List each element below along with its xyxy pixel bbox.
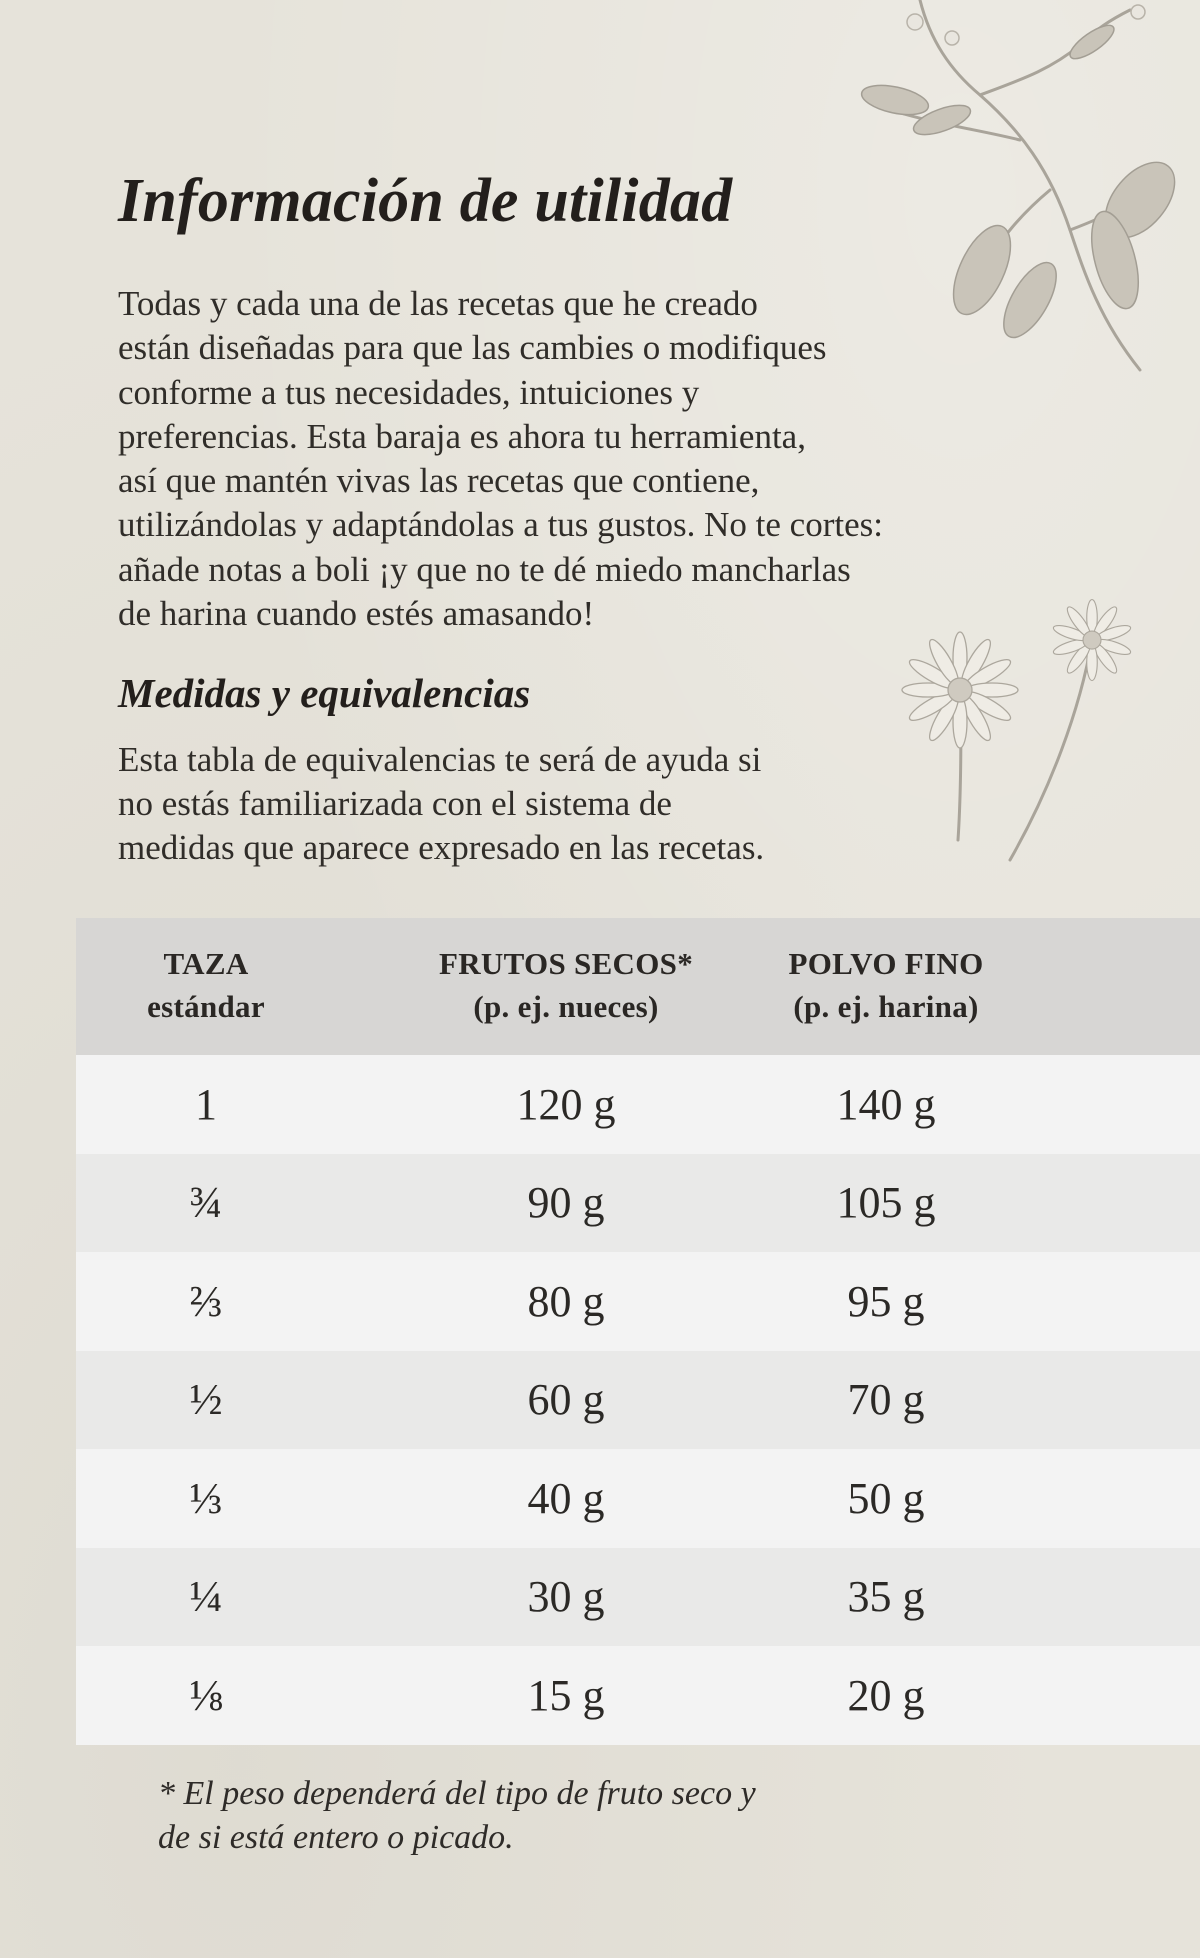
cell-cup: ¼ <box>189 1572 223 1622</box>
table-row <box>76 1252 1200 1351</box>
cell-cup: ⅛ <box>189 1670 223 1720</box>
cell-cup: 1 <box>195 1079 217 1129</box>
header-powder <box>716 942 1056 1028</box>
intro-paragraph <box>118 282 1048 636</box>
header-nuts-line2: (p. ej. nueces) <box>473 989 659 1024</box>
intro-line: así que mantén vivas las recetas que contiene, <box>118 461 760 501</box>
intro-line: utilizándolas y adaptándolas a tus gustos. No te cortes: <box>118 505 883 545</box>
cell-powder: 50 g <box>847 1473 925 1523</box>
intro-line: Todas y cada una de las recetas que he creado <box>118 284 758 323</box>
header-nuts-line1: FRUTOS SECOS* <box>439 946 693 981</box>
cell-nuts: 90 g <box>527 1178 605 1228</box>
header-powder-line1: POLVO FINO <box>788 946 984 981</box>
cell-nuts: 30 g <box>527 1572 605 1622</box>
table-row <box>76 1548 1200 1647</box>
cell-cup: ⅓ <box>189 1473 223 1523</box>
cell-cup: ½ <box>189 1375 223 1425</box>
cell-nuts: 60 g <box>527 1375 605 1425</box>
cell-nuts: 120 g <box>516 1079 616 1129</box>
footnote-line: * El peso dependerá del tipo de fruto seco y <box>158 1775 756 1812</box>
intro-line: de harina cuando estés amasando! <box>118 594 595 634</box>
footnote <box>158 1772 958 1860</box>
header-cup <box>106 942 306 1028</box>
cell-nuts: 15 g <box>527 1670 605 1720</box>
intro-line: añade notas a boli ¡y que no te dé miedo mancharlas <box>118 549 851 589</box>
table-row <box>76 1449 1200 1548</box>
cell-powder: 140 g <box>836 1079 936 1129</box>
cell-powder: 20 g <box>847 1670 925 1720</box>
header-nuts <box>376 942 756 1028</box>
footnote-line: de si está entero o picado. <box>158 1819 514 1856</box>
header-cup-line1: TAZA <box>163 946 249 981</box>
cell-nuts: 40 g <box>527 1473 605 1523</box>
intro-line: conforme a tus necesidades, intuiciones y <box>118 372 700 412</box>
cell-powder: 105 g <box>836 1178 936 1228</box>
cell-powder: 95 g <box>847 1276 925 1326</box>
cell-cup: ⅔ <box>189 1276 223 1326</box>
intro-line: preferencias. Esta baraja es ahora tu herramienta, <box>118 416 806 456</box>
section-intro-line: Esta tabla de equivalencias te será de ayuda si <box>118 740 762 779</box>
equivalence-table <box>76 918 1200 1745</box>
intro-line: están diseñadas para que las cambies o modifiques <box>118 328 827 368</box>
header-powder-line2: (p. ej. harina) <box>793 989 979 1024</box>
section-title: Medidas y equivalencias <box>118 670 531 716</box>
cell-nuts: 80 g <box>527 1276 605 1326</box>
header-cup-line2: estándar <box>147 989 265 1024</box>
section-intro-line: medidas que aparece expresado en las recetas. <box>118 828 765 867</box>
cell-powder: 70 g <box>847 1375 925 1425</box>
section-intro-line: no estás familiarizada con el sistema de <box>118 784 672 823</box>
table-row <box>76 1351 1200 1450</box>
table-row <box>76 1154 1200 1253</box>
table-row <box>76 1055 1200 1154</box>
table-row <box>76 1646 1200 1745</box>
section-intro <box>118 738 938 870</box>
cell-powder: 35 g <box>847 1572 925 1622</box>
table-header <box>76 918 1200 1055</box>
page-title: Información de utilidad <box>118 167 733 235</box>
cell-cup: ¾ <box>189 1178 223 1228</box>
